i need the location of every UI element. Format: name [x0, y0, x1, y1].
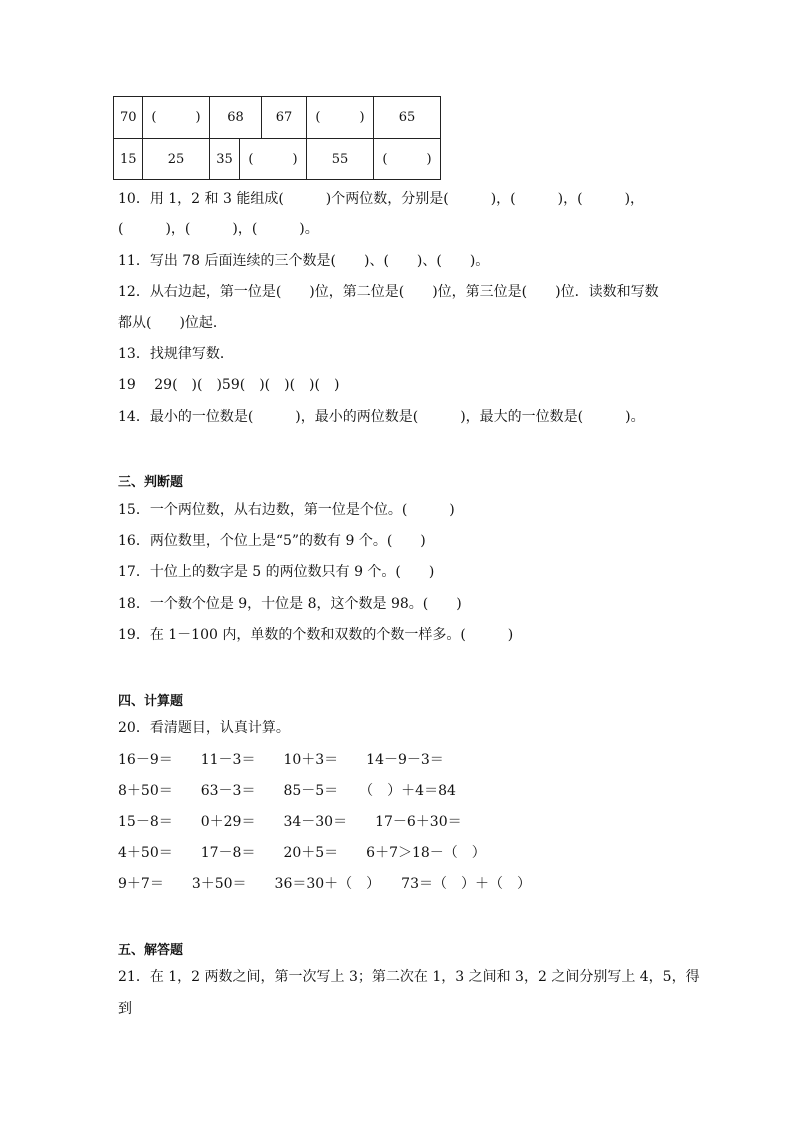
table-cell: 55: [306, 138, 374, 180]
table-cell: 70: [113, 96, 143, 139]
table-cell: ( ): [306, 96, 374, 139]
table-cell: 25: [142, 138, 210, 180]
table-cell: 68: [209, 96, 262, 139]
calc-row: 16－9＝ 11－3＝ 10＋3＝ 14－9－3＝: [118, 752, 444, 768]
table-cell: 67: [261, 96, 307, 139]
section-5-heading: 五、解答题: [118, 943, 184, 958]
calc-row: 8＋50＝ 63－3＝ 85－5＝ （ ）＋4＝84: [118, 783, 456, 799]
table-cell: 35: [209, 138, 240, 180]
question-21-line-2: 到: [118, 1001, 132, 1017]
question-10-line-1: 10．用 1，2 和 3 能组成( )个两位数，分别是( )，( )，( )，: [118, 191, 645, 207]
question-12-line-2: 都从( )位起．: [118, 315, 227, 331]
question-16: 16．两位数里，个位上是“5”的数有 9 个。( ): [118, 533, 426, 549]
section-3-heading: 三、判断题: [118, 475, 184, 490]
calc-row: 9＋7＝ 3＋50＝ 36＝30＋（ ） 73＝（ ）＋（ ）: [118, 876, 531, 892]
question-19: 19．在 1－100 内，单数的个数和双数的个数一样多。( ): [118, 627, 514, 643]
question-15: 15．一个两位数，从右边数，第一位是个位。( ): [118, 502, 455, 518]
question-21-line-1: 21．在 1，2 两数之间，第一次写上 3；第二次在 1，3 之间和 3，2 之间分别写上 4，5，得: [118, 969, 700, 985]
question-14: 14．最小的一位数是( )，最小的两位数是( )，最大的一位数是( )。: [118, 409, 645, 425]
section-4-heading: 四、计算题: [118, 694, 184, 709]
question-10-line-2: ( )，( )，( )。: [118, 221, 319, 237]
question-18: 18．一个数个位是 9，十位是 8，这个数是 98。( ): [118, 596, 462, 612]
table-cell: ( ): [142, 96, 210, 139]
calc-row: 4＋50＝ 17－8＝ 20＋5＝ 6＋7＞18－（ ）: [118, 845, 486, 861]
table-cell: ( ): [373, 138, 441, 180]
question-13-line-1: 13．找规律写数．: [118, 346, 234, 362]
calc-row: 15－8＝ 0＋29＝ 34－30＝ 17－6＋30＝: [118, 814, 462, 830]
table-cell: ( ): [239, 138, 307, 180]
question-13-line-2: 19 29( )( )59( )( )( )( ): [118, 377, 340, 393]
question-20: 20．看清题目，认真计算。: [118, 720, 290, 736]
table-cell: 65: [373, 96, 441, 139]
question-11: 11．写出 78 后面连续的三个数是( )、( )、( )。: [118, 253, 490, 269]
question-17: 17．十位上的数字是 5 的两位数只有 9 个。( ): [118, 564, 435, 580]
question-12-line-1: 12．从右边起，第一位是( )位，第二位是( )位，第三位是( )位．读数和写数: [118, 284, 659, 300]
table-cell: 15: [113, 138, 143, 180]
